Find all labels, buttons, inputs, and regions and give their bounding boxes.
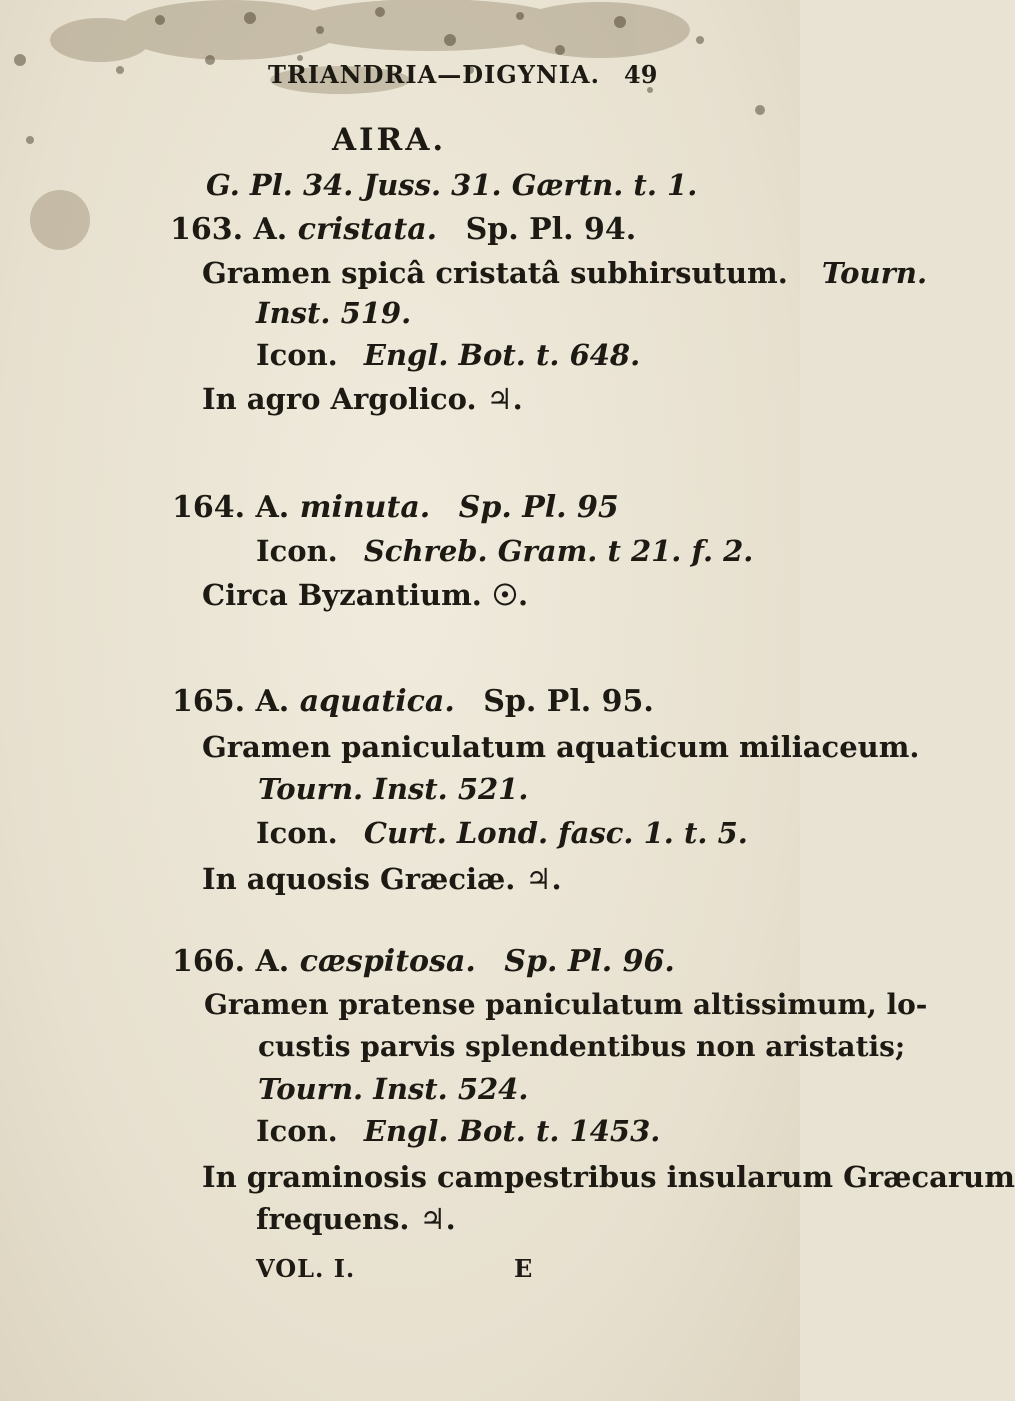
entry-165-habitat: In aquosis Græciæ. ♃.: [202, 862, 562, 896]
icon-label: Icon.: [256, 1114, 338, 1148]
entry-genus-abbr: A.: [255, 490, 290, 525]
volume-label: VOL. I.: [256, 1254, 356, 1283]
entry-species-ref: Sp. Pl. 96.: [504, 944, 675, 979]
entry-166-heading: [172, 944, 675, 979]
icon-reference: Schreb. Gram. t 21. f. 2.: [363, 534, 754, 568]
synonym-author: Tourn.: [258, 772, 364, 806]
entry-166-icon: [256, 1114, 660, 1148]
entry-165-synonym-cont: [258, 772, 528, 806]
entry-genus-abbr: A.: [255, 684, 290, 719]
signature-mark: E: [514, 1254, 533, 1283]
entry-166-habitat: In graminosis campestribus insularum Græcarum: [202, 1160, 1015, 1194]
entry-epithet: minuta.: [299, 490, 431, 525]
entry-number: 163.: [170, 212, 244, 247]
genus-title: AIRA.: [332, 122, 447, 158]
synonym-ref: Inst. 524.: [373, 1072, 529, 1106]
entry-163-synonym: [202, 256, 927, 290]
entry-166-synonym-ref: [258, 1072, 528, 1106]
entry-164-habitat: Circa Byzantium. ☉.: [202, 578, 529, 612]
genus-references: G. Pl. 34. Juss. 31. Gærtn. t. 1.: [206, 168, 698, 202]
synonym-author: Tourn.: [821, 256, 928, 290]
entry-165-icon: [256, 816, 748, 850]
page-number: 49: [624, 60, 658, 89]
entry-165-heading: [172, 684, 654, 719]
icon-reference: Engl. Bot. t. 648.: [363, 338, 641, 372]
icon-label: Icon.: [256, 338, 338, 372]
entry-163-heading: [170, 212, 636, 247]
entry-number: 164.: [172, 490, 246, 525]
entry-166-synonym: Gramen pratense paniculatum altissimum, lo-: [204, 988, 928, 1021]
entry-epithet: aquatica.: [299, 684, 455, 719]
entry-165-synonym: Gramen paniculatum aquaticum miliaceum.: [202, 730, 920, 764]
entry-number: 166.: [172, 944, 246, 979]
synonym-ref: Inst. 521.: [373, 772, 529, 806]
entry-164-heading: [172, 490, 619, 525]
entry-genus-abbr: A.: [255, 944, 290, 979]
entry-species-ref: Sp. Pl. 94.: [465, 212, 637, 247]
entry-166-synonym-cont: custis parvis splendentibus non aristatis;: [258, 1030, 906, 1063]
entry-number: 165.: [172, 684, 246, 719]
synonym-author: Tourn.: [258, 1072, 364, 1106]
icon-label: Icon.: [256, 816, 338, 850]
entry-163-habitat: In agro Argolico. ♃.: [202, 382, 523, 416]
synonym-text: Gramen spicâ cristatâ subhirsutum.: [202, 256, 788, 290]
entry-genus-abbr: A.: [253, 212, 288, 247]
running-head: TRIANDRIA—DIGYNIA.: [268, 60, 601, 89]
entry-166-habitat-cont: frequens. ♃.: [256, 1202, 456, 1236]
entry-163-synonym-cont: Inst. 519.: [256, 296, 412, 330]
icon-reference: Engl. Bot. t. 1453.: [363, 1114, 661, 1148]
icon-label: Icon.: [256, 534, 338, 568]
entry-epithet: cristata.: [297, 212, 438, 247]
entry-species-ref: Sp. Pl. 95: [458, 490, 619, 525]
entry-species-ref: Sp. Pl. 95.: [483, 684, 654, 719]
icon-reference: Curt. Lond. fasc. 1. t. 5.: [363, 816, 748, 850]
entry-163-icon: [256, 338, 640, 372]
entry-epithet: cæspitosa.: [299, 944, 476, 979]
entry-164-icon: [256, 534, 753, 568]
